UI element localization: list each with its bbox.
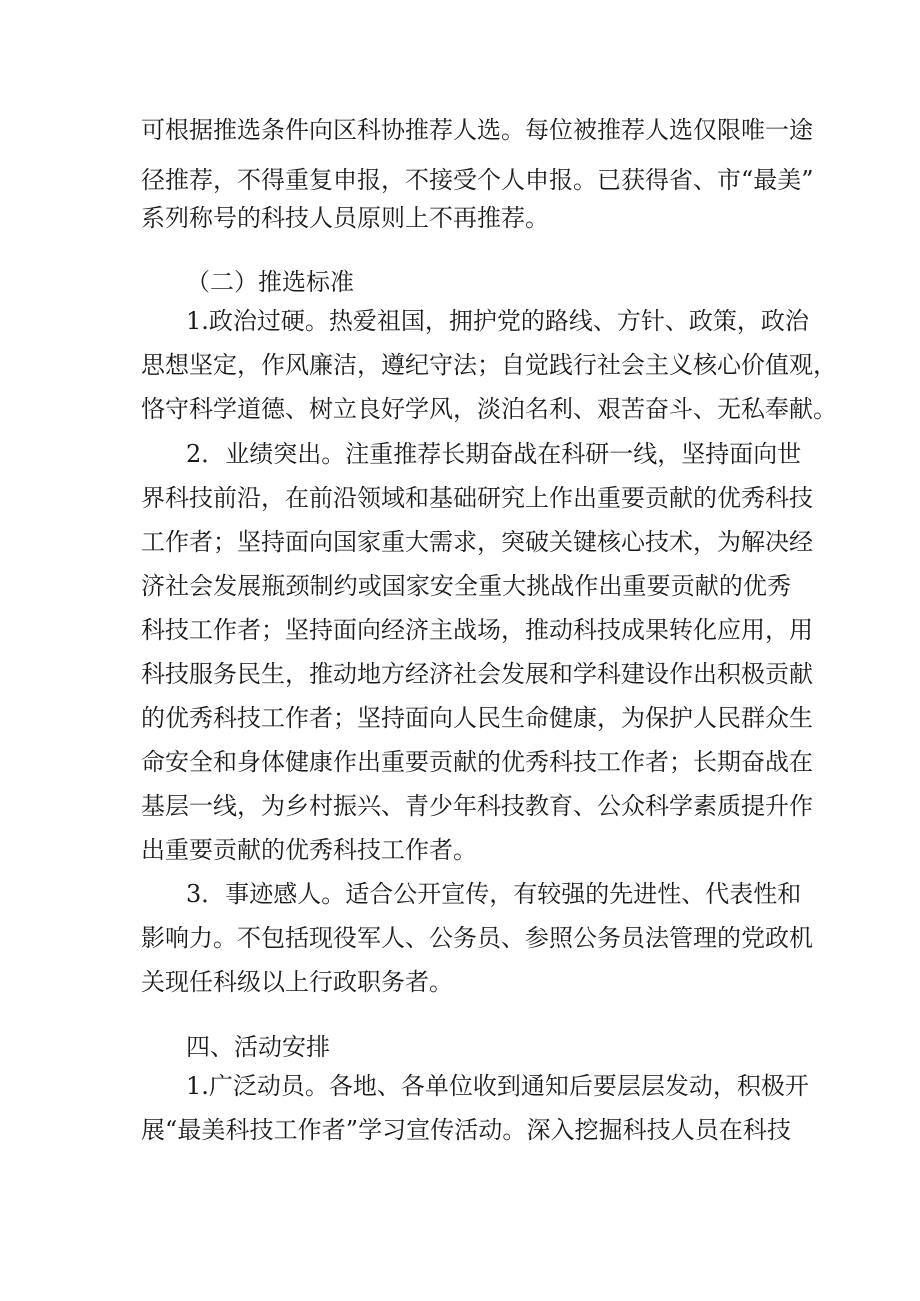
text-line: 展“最美科技工作者”学习宣传活动。深入挖掘科技人员在科技 <box>141 1116 791 1144</box>
text-line: 可根据推选条件向区科协推荐人选。每位被推荐人选仅限唯一途 <box>141 116 813 144</box>
text-line: 系列称号的科技人员原则上不再推荐。 <box>141 204 549 232</box>
text-line: 影响力。不包括现役军人、公务员、参照公务员法管理的党政机 <box>141 924 813 952</box>
text-line: 1.广泛动员。各地、各单位收到通知后要层层发动，积极开 <box>186 1072 809 1100</box>
text-line: 恪守科学道德、树立良好学风，淡泊名利、艰苦奋斗、无私奉献。 <box>141 395 837 423</box>
text-line: 1.政治过硬。热爱祖国，拥护党的路线、方针、政策，政治 <box>186 307 809 335</box>
text-line: 3．事迹感人。适合公开宣传，有较强的先进性、代表性和 <box>186 880 802 908</box>
text-line: （二）推选标准 <box>186 268 354 296</box>
text-line: 出重要贡献的优秀科技工作者。 <box>141 836 477 864</box>
text-line: 科技工作者；坚持面向经济主战场，推动科技成果转化应用，用 <box>141 616 813 644</box>
text-line: 界科技前沿，在前沿领域和基础研究上作出重要贡献的优秀科技 <box>141 484 813 512</box>
text-line: 四、活动安排 <box>186 1033 330 1061</box>
text-line: 思想坚定，作风廉洁，遵纪守法；自觉践行社会主义核心价值观， <box>141 351 837 379</box>
text-line: 济社会发展瓶颈制约或国家安全重大挑战作出重要贡献的优秀 <box>141 572 791 600</box>
text-line: 关现任科级以上行政职务者。 <box>141 968 453 996</box>
text-line: 工作者；坚持面向国家重大需求，突破关键核心技术，为解决经 <box>141 528 813 556</box>
text-line: 径推荐，不得重复申报，不接受个人申报。已获得省、市“最美” <box>141 166 814 194</box>
text-line: 2．业绩突出。注重推荐长期奋战在科研一线，坚持面向世 <box>186 440 802 468</box>
text-line: 基层一线，为乡村振兴、青少年科技教育、公众科学素质提升作 <box>141 792 813 820</box>
text-line: 科技服务民生，推动地方经济社会发展和学科建设作出积极贡献 <box>141 660 813 688</box>
text-line: 命安全和身体健康作出重要贡献的优秀科技工作者；长期奋战在 <box>141 748 813 776</box>
text-line: 的优秀科技工作者；坚持面向人民生命健康，为保护人民群众生 <box>141 704 813 732</box>
